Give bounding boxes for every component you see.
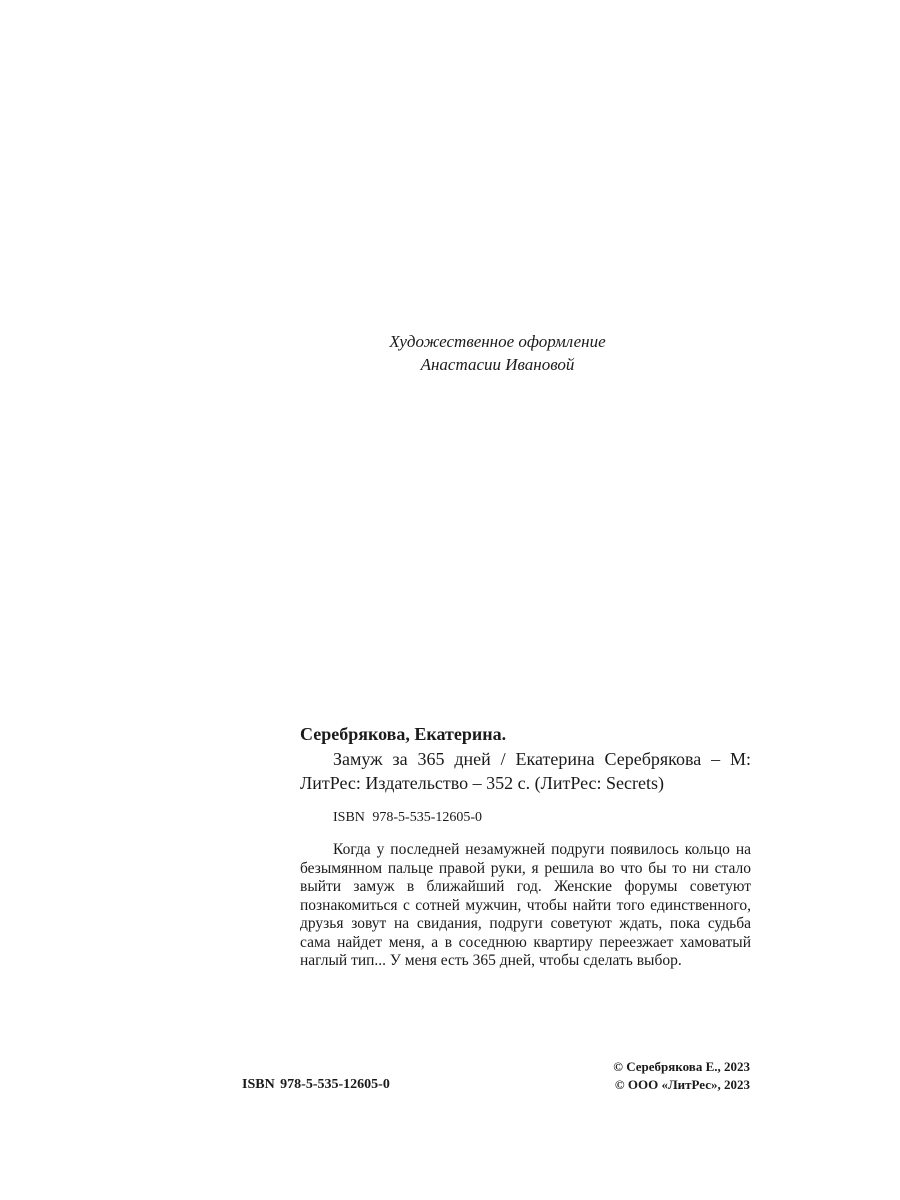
design-credit-line-2: Анастасии Ивановой xyxy=(420,355,575,374)
footer-isbn: ISBN 978-5-535-12605-0 xyxy=(242,1077,390,1092)
copyright-author: © Серебрякова Е., 2023 xyxy=(613,1059,750,1074)
copyright-publisher: © ООО «ЛитРес», 2023 xyxy=(614,1077,750,1092)
book-annotation: Когда у последней незамужней подруги появилось кольцо на безымянном пальце правой руки, я решила во что бы то ни стало выйти замуж в ближайший год. Женские форумы советуют познакомиться с сотней мужчин, чтобы найти того единственного, друзья зовут на свидания, подруги советуют ждать, пока судьба сама найдет меня, а в соседнюю квартиру переезжает хамоватый наглый тип... У меня есть 365 дней, чтобы сделать выбор. xyxy=(300,841,751,969)
design-credit xyxy=(0,330,900,376)
bibliographic-record xyxy=(300,723,751,971)
design-credit-line-1: Художественное оформление xyxy=(389,332,606,351)
copyright-block xyxy=(592,1058,750,1094)
book-isbn: ISBN 978-5-535-12605-0 xyxy=(333,810,483,825)
book-author: Серебрякова, Екатерина. xyxy=(300,724,507,744)
book-description: Замуж за 365 дней / Екатерина Серебрякова – М: ЛитРес: Издательство – 352 с. (ЛитРес: Secrets) xyxy=(300,749,751,793)
